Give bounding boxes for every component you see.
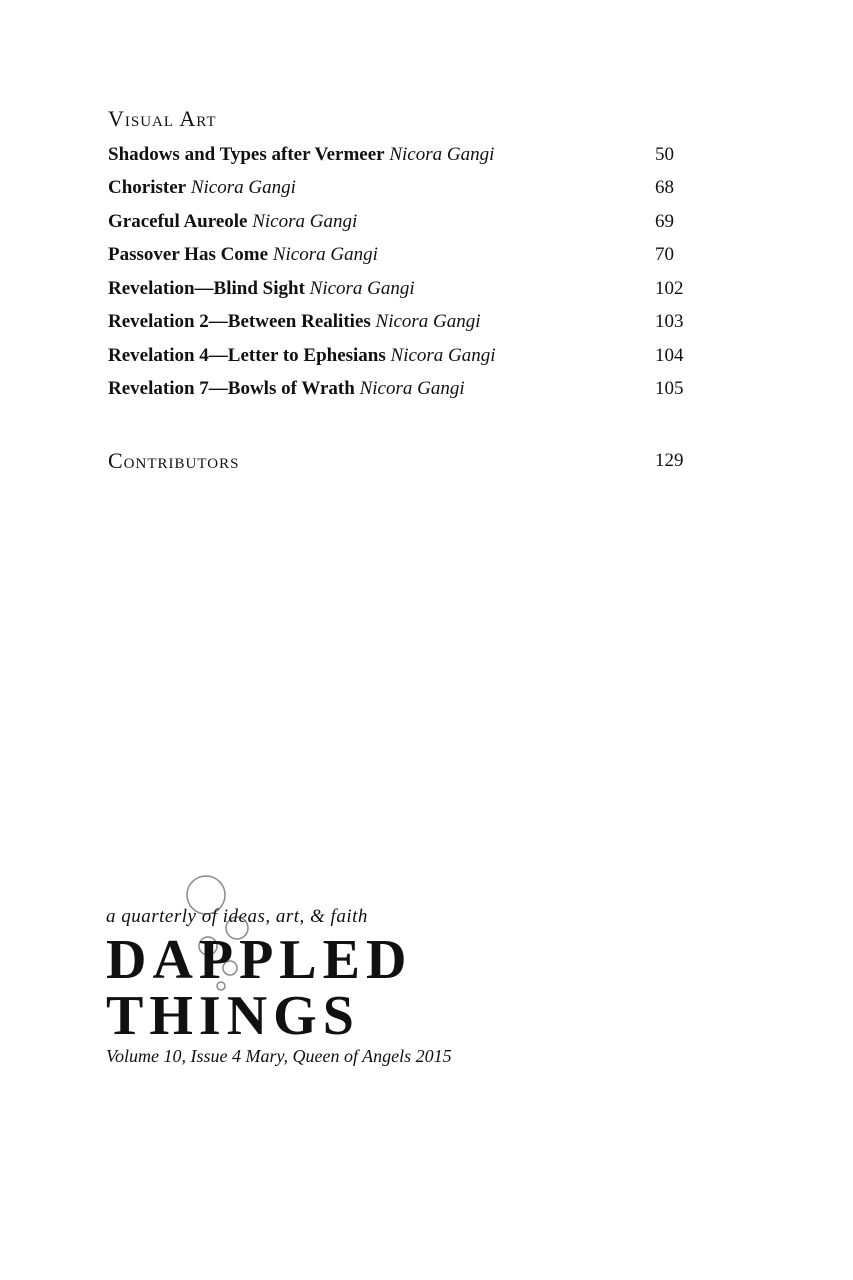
toc-author: Nicora Gangi <box>389 144 495 165</box>
toc-row <box>108 274 708 304</box>
toc-title: Revelation 7—Bowls of Wrath <box>108 378 355 399</box>
toc-page: 68 <box>655 177 674 198</box>
toc-row <box>108 173 708 203</box>
toc-page: 70 <box>655 244 674 265</box>
toc-row <box>108 240 708 270</box>
toc-title: Revelation 2—Between Realities <box>108 311 371 332</box>
toc-title: Revelation 4—Letter to Ephesians <box>108 345 386 366</box>
toc-author: Nicora Gangi <box>309 278 415 299</box>
logo-title-line1: DAPPLED <box>106 929 413 991</box>
tagline: a quarterly of ideas, art, & faith <box>106 906 368 927</box>
toc-page: 105 <box>655 378 684 399</box>
toc-row <box>108 307 708 337</box>
toc-title: Chorister <box>108 177 187 198</box>
toc-page: 103 <box>655 311 684 332</box>
contributors-heading: Contributors <box>108 448 240 473</box>
toc-row <box>108 374 708 404</box>
toc-row <box>108 341 708 371</box>
contributors-page: 129 <box>655 450 684 471</box>
visual-art-heading: Visual Art <box>108 106 217 131</box>
toc-author: Nicora Gangi <box>390 345 496 366</box>
toc-title: Passover Has Come <box>108 244 269 265</box>
toc-title: Graceful Aureole <box>108 211 248 232</box>
toc-author: Nicora Gangi <box>375 311 481 332</box>
toc-author: Nicora Gangi <box>252 211 358 232</box>
toc-title: Revelation—Blind Sight <box>108 278 305 299</box>
toc-author: Nicora Gangi <box>359 378 465 399</box>
volume-line: Volume 10, Issue 4 Mary, Queen of Angels 2015 <box>106 1046 452 1066</box>
toc-page: 69 <box>655 211 674 232</box>
toc-row <box>108 140 708 170</box>
toc-row <box>108 207 708 237</box>
toc-page: 102 <box>655 278 684 299</box>
toc-page: 50 <box>655 144 674 165</box>
logo-title-line2: THINGS <box>106 985 360 1047</box>
toc-author: Nicora Gangi <box>190 177 296 198</box>
toc-title: Shadows and Types after Vermeer <box>108 144 385 165</box>
toc-page: 104 <box>655 345 684 366</box>
toc-author: Nicora Gangi <box>272 244 378 265</box>
